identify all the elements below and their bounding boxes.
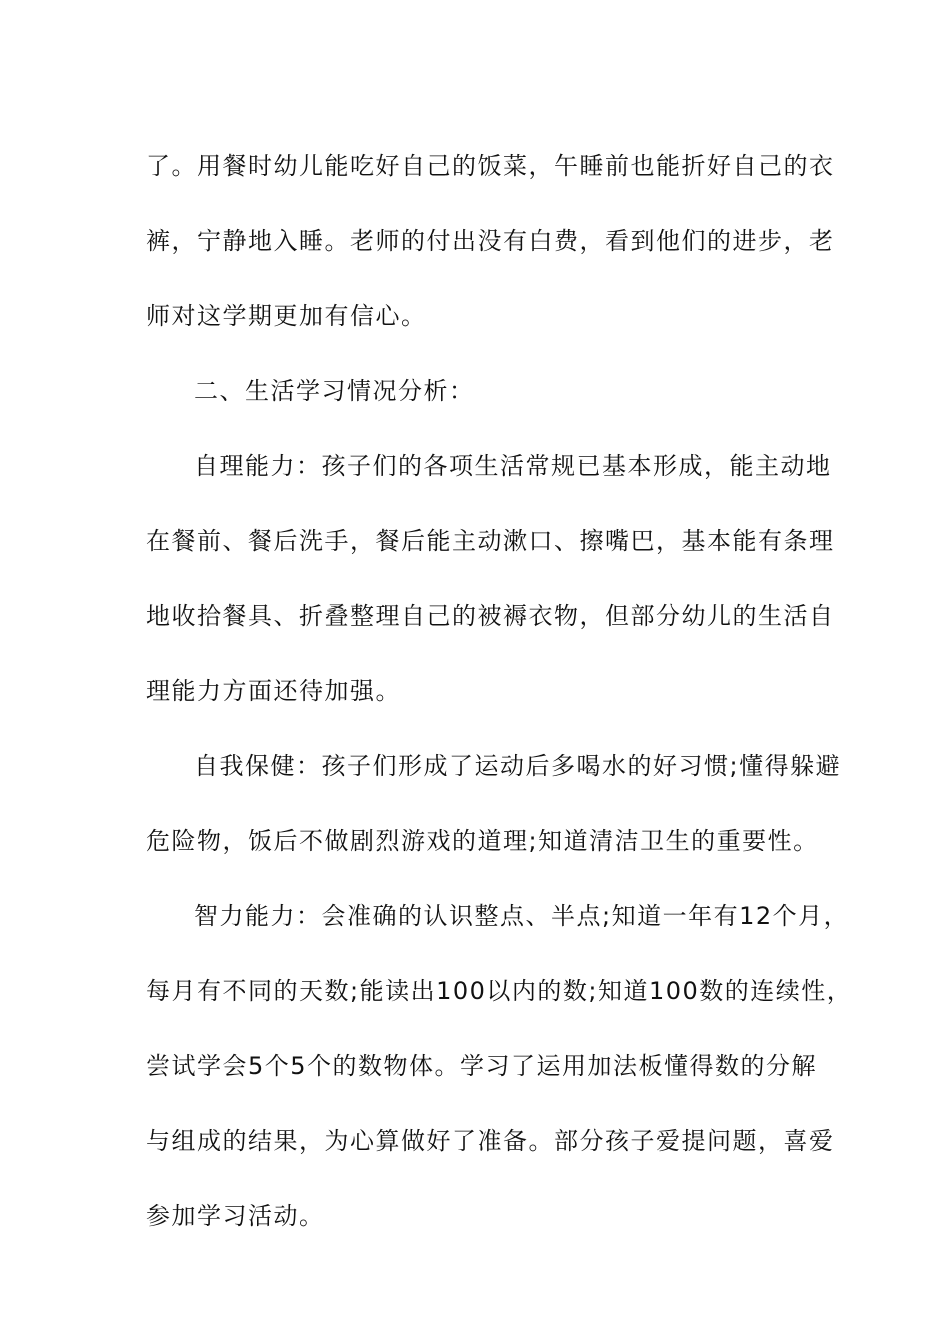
text-line: 理能力方面还待加强。 [146, 677, 401, 705]
text-line: 参加学习活动。 [146, 1202, 325, 1230]
text-line: 师对这学期更加有信心。 [146, 302, 427, 330]
section-heading: 二、生活学习情况分析： [194, 377, 475, 405]
text-line: 与组成的结果，为心算做好了准备。部分孩子爱提问题，喜爱 [146, 1127, 835, 1155]
text-line: 了。用餐时幼儿能吃好自己的饭菜，午睡前也能折好自己的衣 [146, 152, 835, 180]
text-line: 地收拾餐具、折叠整理自己的被褥衣物，但部分幼儿的生活自 [146, 602, 835, 630]
document-body [146, 129, 853, 1254]
text-line: 危险物，饭后不做剧烈游戏的道理;知道清洁卫生的重要性。 [146, 827, 819, 855]
text-line: 尝试学会5个5个的数物体。学习了运用加法板懂得数的分解 [146, 1052, 818, 1080]
text-line: 在餐前、餐后洗手，餐后能主动漱口、擦嘴巴，基本能有条理 [146, 527, 835, 555]
text-line: 自理能力：孩子们的各项生活常规已基本形成，能主动地 [194, 452, 832, 480]
text-line: 自我保健：孩子们形成了运动后多喝水的好习惯;懂得躲避 [194, 752, 842, 780]
text-line: 裤，宁静地入睡。老师的付出没有白费，看到他们的进步，老 [146, 227, 835, 255]
text-line: 每月有不同的天数;能读出100以内的数;知道100数的连续性， [146, 977, 853, 1005]
text-line: 智力能力：会准确的认识整点、半点;知道一年有12个月， [194, 902, 850, 930]
